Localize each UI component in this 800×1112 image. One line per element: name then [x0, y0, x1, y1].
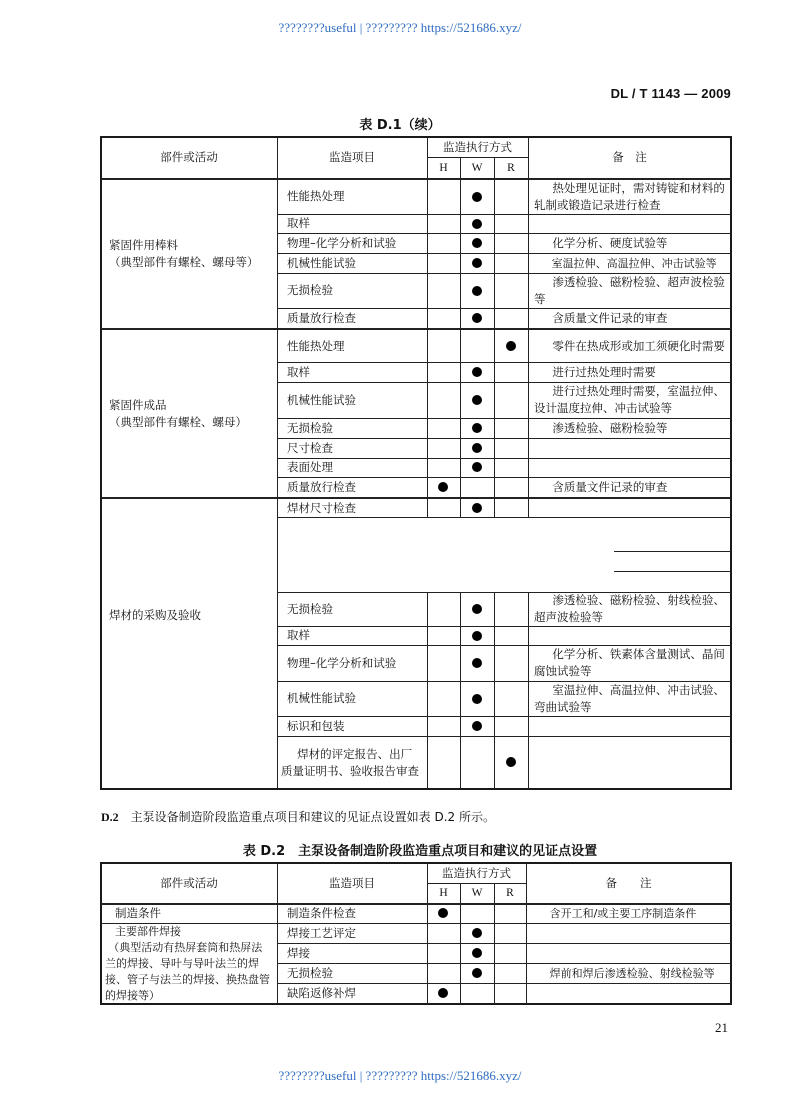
witness-mark-w-icon [472, 968, 482, 978]
item-cell: 标识和包装 [287, 718, 345, 733]
item-cell: 质量放行检查 [287, 479, 356, 494]
col-header-part: 部件或活动 [160, 875, 218, 890]
witness-mark-r-icon [506, 341, 516, 351]
note-cell: 室温拉伸、高温拉伸、冲击试验、弯曲试验等 [534, 682, 725, 714]
witness-mark-w-icon [472, 395, 482, 405]
group-part-cell [101, 330, 277, 497]
item-cell: 焊材尺寸检查 [287, 500, 356, 515]
table-d1-caption: 表 D.1（续） [359, 118, 441, 133]
item-cell: 机械性能试验 [287, 255, 356, 270]
scan-artifact-line [614, 571, 731, 572]
section-text: 主泵设备制造阶段监造重点项目和建议的见证点设置如表 D.2 所示。 [130, 810, 495, 824]
witness-mark-w-icon [472, 631, 482, 641]
group-part-label: 紧固件用棒料 [109, 237, 178, 252]
witness-mark-w-icon [472, 367, 482, 377]
col-header-r: R [507, 161, 515, 174]
witness-mark-w-icon [472, 658, 482, 668]
col-header-note: 备 注 [605, 875, 652, 890]
witness-mark-h-icon [438, 908, 448, 918]
col-divider [460, 592, 461, 789]
note-cell: 室温拉伸、高温拉伸、冲击试验等 [551, 256, 717, 270]
note-cell: 化学分析、铁素体含量测试、晶间腐蚀试验等 [534, 647, 725, 678]
item-cell: 性能热处理 [287, 189, 345, 203]
item-cell: 取样 [287, 216, 310, 230]
note-cell: 渗透检验、磁粉检验、超声波检验等 [534, 274, 725, 306]
item-cell: 无损检验 [287, 420, 333, 435]
col-header-method: 监造执行方式 [442, 865, 511, 880]
note-cell: 焊前和焊后渗透检验、射线检验等 [549, 967, 715, 980]
note-cell: 进行过热处理时需要 [552, 364, 656, 379]
item-cell: 无损检验 [287, 966, 333, 980]
item-cell: 尺寸检查 [287, 440, 333, 455]
note-cell: 化学分析、硬度试验等 [552, 235, 668, 250]
group-part-cell [101, 924, 277, 1004]
witness-mark-w-icon [472, 258, 482, 268]
witness-mark-w-icon [472, 192, 482, 202]
section-d2-paragraph [101, 808, 495, 825]
group-part-label: 焊材的采购及验收 [109, 607, 201, 622]
witness-mark-w-icon [472, 286, 482, 296]
item-cell: 制造条件检查 [287, 906, 356, 920]
note-cell: 渗透检验、磁粉检验、射线检验、超声波检验等 [534, 593, 725, 624]
col-header-part: 部件或活动 [160, 150, 218, 164]
table-d2-caption: 表 D.2 主泵设备制造阶段监造重点项目和建议的见证点设置 [242, 844, 598, 859]
note-cell: 进行过热处理时需要，室温拉伸、设计温度拉伸、冲击试验等 [534, 384, 725, 415]
col-header-method: 监造执行方式 [443, 139, 512, 154]
scan-artifact-line [614, 551, 731, 552]
page-number: 21 [715, 1020, 728, 1035]
witness-mark-h-icon [438, 482, 448, 492]
item-cell: 取样 [287, 364, 310, 379]
witness-mark-w-icon [472, 462, 482, 472]
witness-mark-w-icon [472, 948, 482, 958]
item-cell: 表面处理 [287, 460, 333, 474]
watermark-bottom[interactable]: ????????useful | ????????? https://521686.xyz/ [278, 1068, 522, 1083]
item-cell: 缺陷返修补焊 [287, 986, 356, 1000]
col-header-item: 监造项目 [329, 875, 375, 890]
col-divider [494, 592, 495, 789]
col-divider [427, 592, 428, 789]
group-part-sublabel: （典型活动有热屏套筒和热屏法兰的焊接、导叶与导叶法兰的焊接、管子与法兰的焊接、换热盘管的焊接等） [105, 941, 270, 1002]
col-header-w: W [471, 887, 483, 899]
note-cell: 渗透检验、磁粉检验等 [552, 420, 668, 435]
group-part-label: 主要部件焊接 [115, 925, 181, 938]
standard-code: DL / T 1143 — 2009 [610, 86, 731, 101]
item-cell: 机械性能试验 [287, 392, 356, 407]
col-header-note: 备 注 [612, 150, 647, 164]
item-cell: 无损检验 [287, 283, 333, 297]
group-part-sublabel: （典型部件有螺栓、螺母等） [109, 254, 259, 269]
col-header-h: H [439, 161, 448, 174]
witness-mark-w-icon [472, 313, 482, 323]
witness-mark-w-icon [472, 721, 482, 731]
item-cell: 焊材的评定报告、出厂质量证明书、验收报告审查 [281, 746, 419, 778]
witness-mark-w-icon [472, 219, 482, 229]
group-part-label: 制造条件 [115, 906, 161, 920]
item-cell: 物理–化学分析和试验 [287, 655, 397, 670]
col-header-item: 监造项目 [329, 150, 375, 164]
witness-mark-w-icon [472, 604, 482, 614]
group-part-label: 紧固件成品 [109, 397, 167, 412]
witness-mark-w-icon [472, 443, 482, 453]
item-cell: 焊接工艺评定 [287, 926, 356, 940]
item-cell: 物理–化学分析和试验 [287, 235, 397, 250]
witness-mark-r-icon [506, 757, 516, 767]
item-cell: 焊接 [287, 946, 310, 960]
witness-mark-w-icon [472, 238, 482, 248]
note-cell: 含质量文件记录的审查 [552, 479, 668, 494]
item-cell: 机械性能试验 [287, 691, 356, 705]
col-header-r: R [506, 887, 514, 899]
note-cell: 热处理见证时，需对铸锭和材料的轧制或锻造记录进行检查 [534, 180, 725, 212]
watermark-top[interactable]: ????????useful | ????????? https://521686.xyz/ [278, 20, 522, 35]
witness-mark-w-icon [472, 423, 482, 433]
item-cell: 性能热处理 [287, 338, 345, 353]
col-divider [494, 157, 495, 518]
witness-mark-w-icon [472, 503, 482, 513]
row-divider [277, 517, 731, 518]
group-part-cell [101, 179, 277, 328]
col-divider [460, 157, 461, 518]
section-number: D.2 [101, 810, 119, 824]
item-cell: 取样 [287, 628, 310, 642]
witness-mark-w-icon [472, 928, 482, 938]
note-cell: 零件在热成形或加工须硬化时需要 [552, 338, 725, 353]
item-cell: 无损检验 [287, 601, 333, 616]
note-cell: 含开工和/或主要工序制造条件 [549, 907, 697, 920]
group-part-sublabel: （典型部件有螺栓、螺母） [109, 414, 247, 429]
col-header-w: W [471, 161, 483, 174]
note-cell: 含质量文件记录的审查 [552, 310, 668, 325]
col-header-h: H [439, 887, 448, 899]
witness-mark-w-icon [472, 694, 482, 704]
item-cell: 质量放行检查 [287, 310, 356, 325]
witness-mark-h-icon [438, 988, 448, 998]
